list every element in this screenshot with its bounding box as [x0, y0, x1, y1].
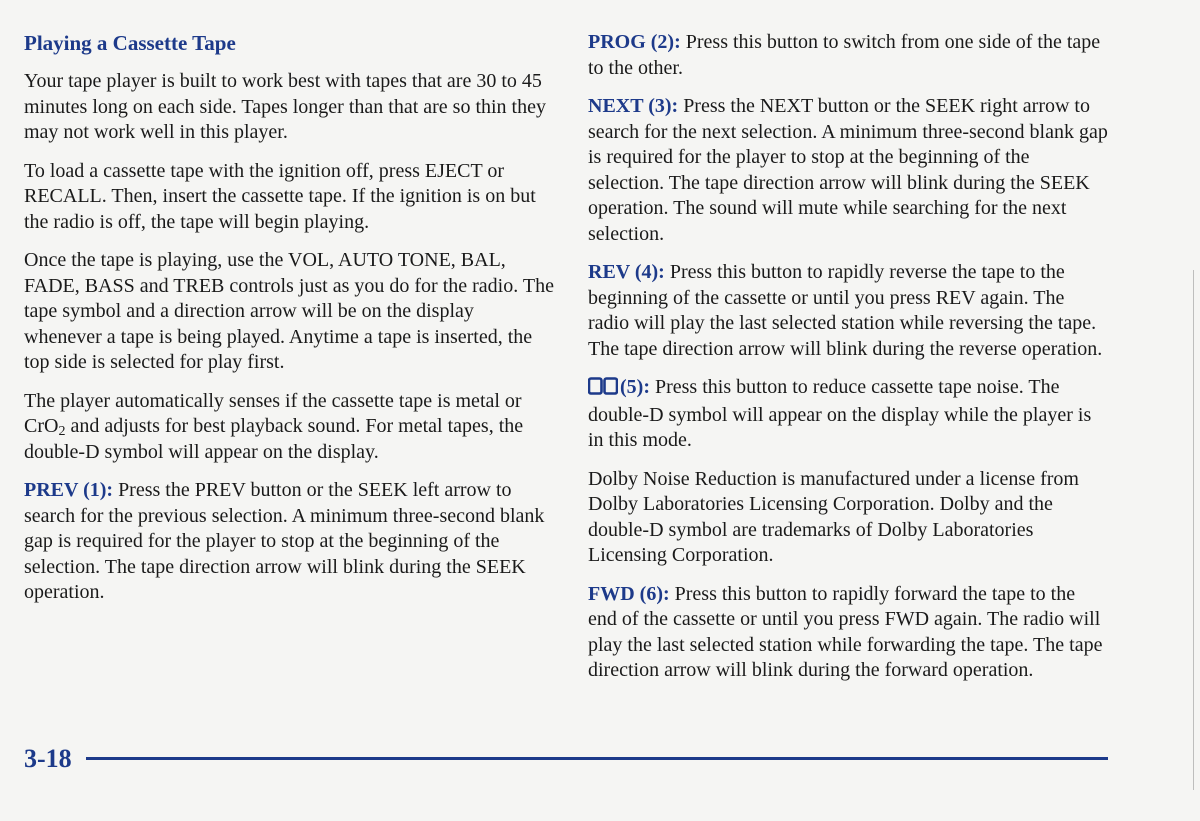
paragraph-tape-controls: Once the tape is playing, use the VOL, AUTO TONE, BAL, FADE, BASS and TREB controls just as you do for the radio. The tape symbol and a direction arrow will be on the display whenever a tape is being played. Anytime a tape is inserted, the top side is selected for play first.: [24, 249, 554, 373]
double-d-icon: [588, 377, 618, 403]
prog-description: Press this button to switch from one side of the tape to the other.: [588, 31, 1101, 79]
paragraph-prev: [24, 478, 554, 606]
paragraph-tape-length: Your tape player is built to work best with tapes that are 30 to 45 minutes long on each side. Tapes longer than that are so thin they may not work well in this player.: [24, 70, 546, 143]
prog-term: PROG (2):: [588, 31, 681, 53]
paragraph-dolby-license: Dolby Noise Reduction is manufactured under a license from Dolby Laboratories Licensing Corporation. Dolby and the double-D symbol are trademarks of Dolby Laboratories Licensing Corporation.: [588, 467, 1079, 566]
paragraph-loading-tape: To load a cassette tape with the ignition off, press EJECT or RECALL. Then, insert the cassette tape. If the ignition is on but the radio is off, the tape will begin playing.: [24, 159, 536, 233]
paragraph-metal-tape: [24, 389, 554, 466]
paragraph-prog: [588, 30, 1108, 81]
next-term: NEXT (3):: [588, 95, 679, 117]
page-number: 3-18: [24, 744, 72, 773]
left-column: [24, 30, 554, 619]
metal-tape-text-start: The player automatically senses if the cassette tape is metal or CrO: [24, 389, 522, 437]
section-title: Playing a Cassette Tape: [24, 31, 236, 55]
rev-term: REV (4):: [588, 261, 665, 283]
prev-term: PREV (1):: [24, 479, 114, 501]
scan-edge-line: [1193, 270, 1194, 790]
fwd-description: Press this button to rapidly forward the tape to the end of the cassette or until you press FWD again. The radio will play the last selected station while forwarding the tape. The tape direction arrow will blink during the forward operation.: [588, 582, 1103, 681]
paragraph-rev: [588, 260, 1108, 362]
rev-description: Press this button to rapidly reverse the tape to the beginning of the cassette or until you press REV again. The radio will play the last selected station while reversing the tape. The tape direction arrow will blink during the reverse operation.: [588, 261, 1103, 360]
next-description: Press the NEXT button or the SEEK right arrow to search for the next selection. A minimum three-second blank gap is required for the player to stop at the beginning of the selection. The tape direction arrow will blink during the SEEK operation. The sound will mute while searching for the next selection.: [588, 95, 1108, 245]
paragraph-dolby-button: [588, 375, 1108, 454]
paragraph-fwd: [588, 582, 1108, 684]
prev-description: Press the PREV button or the SEEK left arrow to search for the previous selection. A minimum three-second blank gap is required for the player to stop at the beginning of the selection. The tape direction arrow will blink during the SEEK operation.: [24, 479, 545, 603]
dolby-description: Press this button to reduce cassette tape noise. The double-D symbol will appear on the display while the player is in this mode.: [588, 376, 1092, 451]
fwd-term: FWD (6):: [588, 582, 670, 605]
chemical-subscript: 2: [58, 424, 66, 439]
right-column: [588, 30, 1108, 697]
dolby-term: (5):: [620, 376, 650, 398]
footer-rule: [86, 757, 1108, 760]
paragraph-next: [588, 94, 1108, 247]
page-footer: [24, 742, 1108, 778]
metal-tape-text-end: and adjusts for best playback sound. For metal tapes, the double-D symbol will appear on the display.: [24, 415, 524, 463]
